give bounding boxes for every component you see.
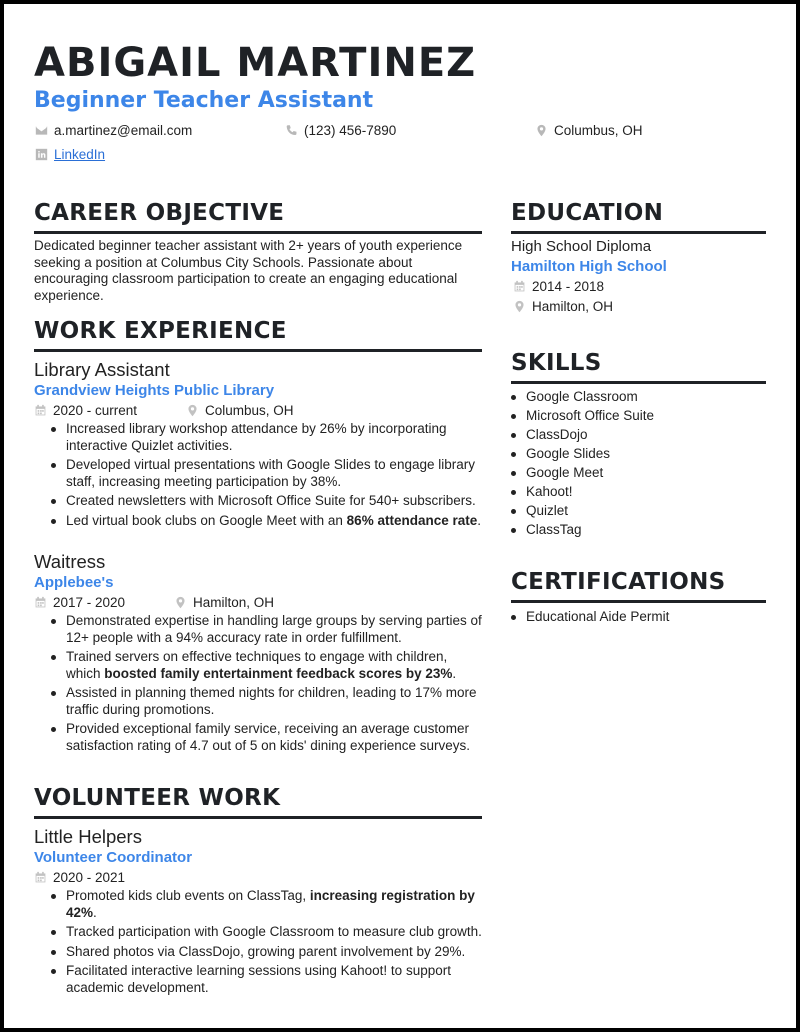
job-bullets <box>34 613 482 754</box>
contact-email[interactable] <box>35 123 192 138</box>
calendar-icon <box>34 596 47 609</box>
list-item: Tracked participation with Google Classroom to measure club growth. <box>34 924 482 941</box>
list-item: Google Classroom <box>511 389 766 405</box>
calendar-icon <box>34 871 47 884</box>
certifications-list <box>511 609 766 628</box>
list-item: Quizlet <box>511 503 766 519</box>
list-item: Promoted kids club events on ClassTag, increasing registration by 42%. <box>34 888 482 921</box>
location-pin-icon <box>513 300 526 313</box>
list-item: ClassDojo <box>511 427 766 443</box>
list-item: Microsoft Office Suite <box>511 408 766 424</box>
certifications-divider <box>511 600 766 603</box>
education-location: Hamilton, OH <box>511 297 766 316</box>
objective-text: Dedicated beginner teacher assistant with 2+ years of youth experience seeking a position at Columbus City Schools. Passionate about encouraging classroom participation to create an engaging educational experience. <box>34 238 463 303</box>
education-heading: EDUCATION <box>511 200 664 226</box>
list-item: Google Slides <box>511 446 766 462</box>
list-item: Educational Aide Permit <box>511 609 766 625</box>
list-item: ClassTag <box>511 522 766 538</box>
location-pin-icon <box>186 404 199 417</box>
phone-icon <box>285 124 298 137</box>
volunteer-bullets <box>34 888 482 996</box>
volunteer-heading: VOLUNTEER WORK <box>34 785 281 811</box>
list-item: Shared photos via ClassDojo, growing parent involvement by 29%. <box>34 944 482 961</box>
job-entry-waitress <box>34 551 482 757</box>
calendar-icon <box>513 280 526 293</box>
list-item: Trained servers on effective techniques to engage with children, which boosted family entertainment feedback scores by 23%. <box>34 649 482 682</box>
location-pin-icon <box>535 124 548 137</box>
job-dates: 2020 - current <box>34 401 186 420</box>
list-item: Increased library workshop attendance by 26% by incorporating interactive Quizlet activities. <box>34 421 482 454</box>
calendar-icon <box>34 404 47 417</box>
list-item: Kahoot! <box>511 484 766 500</box>
job-location: Columbus, OH <box>186 401 294 420</box>
skills-divider <box>511 381 766 384</box>
education-dates: 2014 - 2018 <box>511 277 766 296</box>
work-divider <box>34 349 482 352</box>
linkedin-link[interactable]: LinkedIn <box>54 147 106 162</box>
list-item: Created newsletters with Microsoft Office Suite for 540+ subscribers. <box>34 493 482 510</box>
contact-linkedin[interactable] <box>35 147 105 162</box>
objective-divider <box>34 231 482 234</box>
job-location: Hamilton, OH <box>174 593 274 612</box>
education-entry <box>511 237 766 316</box>
list-item: Led virtual book clubs on Google Meet with an 86% attendance rate. <box>34 513 482 530</box>
candidate-role: Beginner Teacher Assistant <box>34 88 374 113</box>
job-meta <box>34 401 482 420</box>
job-entry-library <box>34 359 482 532</box>
volunteer-entry <box>34 826 482 999</box>
list-item: Assisted in planning themed nights for children, leading to 17% more traffic during promotions. <box>34 685 482 718</box>
job-dates: 2017 - 2020 <box>34 593 174 612</box>
candidate-name: ABIGAIL MARTINEZ <box>34 40 477 86</box>
list-item: Provided exceptional family service, receiving an average customer satisfaction rating of 4.7 out of 5 on kids' dining experience surveys. <box>34 721 482 754</box>
job-org: Applebee's <box>34 574 114 591</box>
objective-heading: CAREER OBJECTIVE <box>34 200 285 226</box>
location-text: Columbus, OH <box>554 123 643 138</box>
list-item: Demonstrated expertise in handling large groups by serving parties of 12+ people with a 94% accuracy rate in order fulfillment. <box>34 613 482 646</box>
certifications-heading: CERTIFICATIONS <box>511 569 726 595</box>
skills-heading: SKILLS <box>511 350 602 376</box>
job-title: Library Assistant <box>34 359 170 380</box>
location-pin-icon <box>174 596 187 609</box>
job-bullets <box>34 421 482 529</box>
list-item: Google Meet <box>511 465 766 481</box>
education-divider <box>511 231 766 234</box>
volunteer-dates: 2020 - 2021 <box>34 868 125 887</box>
contact-location <box>535 123 643 138</box>
phone-text: (123) 456-7890 <box>304 123 397 138</box>
work-heading: WORK EXPERIENCE <box>34 318 287 344</box>
job-meta <box>34 593 482 612</box>
skills-list <box>511 389 766 541</box>
list-item: Developed virtual presentations with Google Slides to engage library staff, increasing meeting participation by 38%. <box>34 457 482 490</box>
linkedin-icon <box>35 148 48 161</box>
volunteer-divider <box>34 816 482 819</box>
email-text: a.martinez@email.com <box>54 123 193 138</box>
contact-phone[interactable] <box>285 123 396 138</box>
volunteer-title: Little Helpers <box>34 826 142 847</box>
job-title: Waitress <box>34 551 106 572</box>
school: Hamilton High School <box>511 258 667 275</box>
volunteer-role: Volunteer Coordinator <box>34 849 193 866</box>
envelope-icon <box>35 124 48 137</box>
job-org: Grandview Heights Public Library <box>34 382 275 399</box>
list-item: Facilitated interactive learning sessions using Kahoot! to support academic development. <box>34 963 482 996</box>
degree: High School Diploma <box>511 238 652 255</box>
resume-page <box>4 4 796 1028</box>
volunteer-meta <box>34 868 482 887</box>
